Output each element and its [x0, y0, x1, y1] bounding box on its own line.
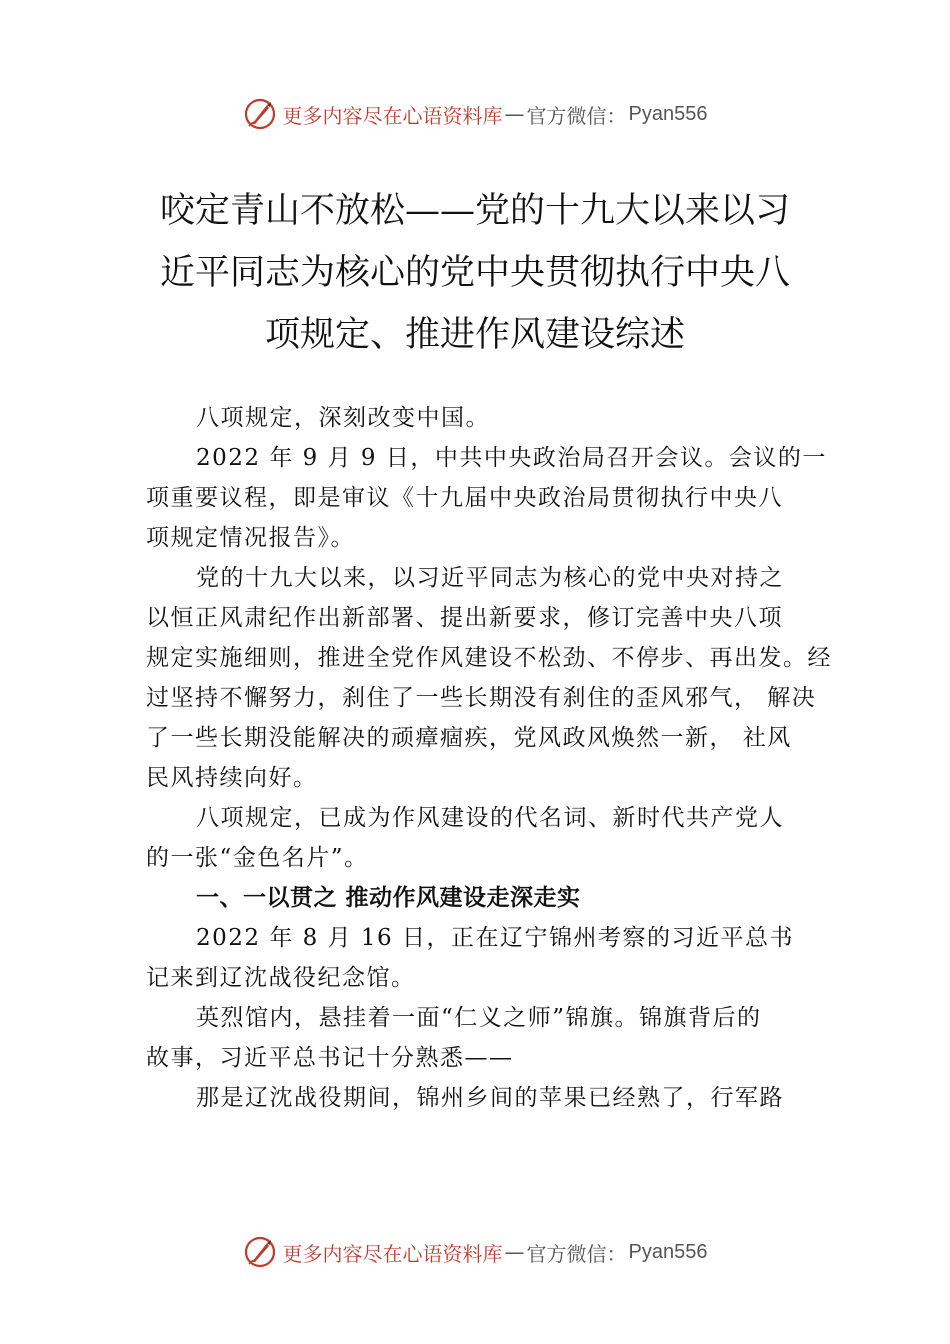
paragraph-line: 故事，习近平总书记十分熟悉—— [146, 1045, 514, 1071]
section-heading: 一、一以贯之 推动作风建设走深走实 [196, 885, 581, 911]
banner-dash: — [504, 1240, 525, 1264]
banner-wechat-id: Pyan556 [628, 1240, 708, 1263]
document-title [140, 180, 810, 366]
paragraph-line: 民风持续向好。 [146, 765, 318, 791]
document-body [146, 398, 832, 1118]
banner-site-text: 更多内容尽在心语资料库 [282, 103, 503, 128]
paragraph-line: 了一些长期没能解决的顽瘴痼疾，党风政风焕然一新， 社风 [146, 725, 792, 751]
quill-pen-logo-icon [243, 97, 277, 131]
quill-pen-logo-icon [243, 1235, 277, 1269]
banner-site-text: 更多内容尽在心语资料库 [282, 1241, 503, 1266]
paragraph-line: 项重要议程，即是审议《十九届中央政治局贯彻执行中央八 [146, 485, 783, 511]
banner-wechat-label: 官方微信： [526, 103, 627, 128]
footer-banner [0, 1232, 950, 1272]
paragraph-line: 英烈馆内，悬挂着一面“仁义之师”锦旗。锦旗背后的 [196, 1005, 762, 1031]
paragraph-line: 规定实施细则，推进全党作风建设不松劲、不停步、再出发。经 [146, 645, 832, 671]
paragraph-line: 记来到辽沈战役纪念馆。 [146, 965, 416, 991]
header-banner [0, 94, 950, 134]
paragraph-line: 项规定情况报告》。 [146, 525, 355, 551]
paragraph-line: 党的十九大以来，以习近平同志为核心的党中央对持之 [196, 565, 784, 591]
title-line: 近平同志为核心的党中央贯彻执行中央八 [159, 253, 790, 293]
paragraph-line: 那是辽沈战役期间，锦州乡间的苹果已经熟了，行军路 [196, 1085, 784, 1111]
paragraph-line: 八项规定，深刻改变中国。 [196, 405, 490, 431]
title-line: 项规定、推进作风建设综述 [264, 315, 685, 355]
paragraph-line: 2022 年 8 月 16 日，正在辽宁锦州考察的习近平总书 [196, 925, 794, 951]
paragraph-line: 2022 年 9 月 9 日，中共中央政治局召开会议。会议的一 [196, 445, 827, 471]
banner-wechat-id: Pyan556 [628, 102, 708, 125]
paragraph-line: 过坚持不懈努力，刹住了一些长期没有刹住的歪风邪气， 解决 [146, 685, 817, 711]
banner-wechat-label: 官方微信： [526, 1241, 627, 1266]
paragraph-line: 以恒正风肃纪作出新部署、提出新要求，修订完善中央八项 [146, 605, 783, 631]
paragraph-line: 的一张“金色名片”。 [146, 845, 369, 871]
paragraph-line: 八项规定，已成为作风建设的代名词、新时代共产党人 [196, 805, 784, 831]
title-line: 咬定青山不放松——党的十九大以来以习 [159, 191, 790, 231]
banner-dash: — [504, 102, 525, 126]
